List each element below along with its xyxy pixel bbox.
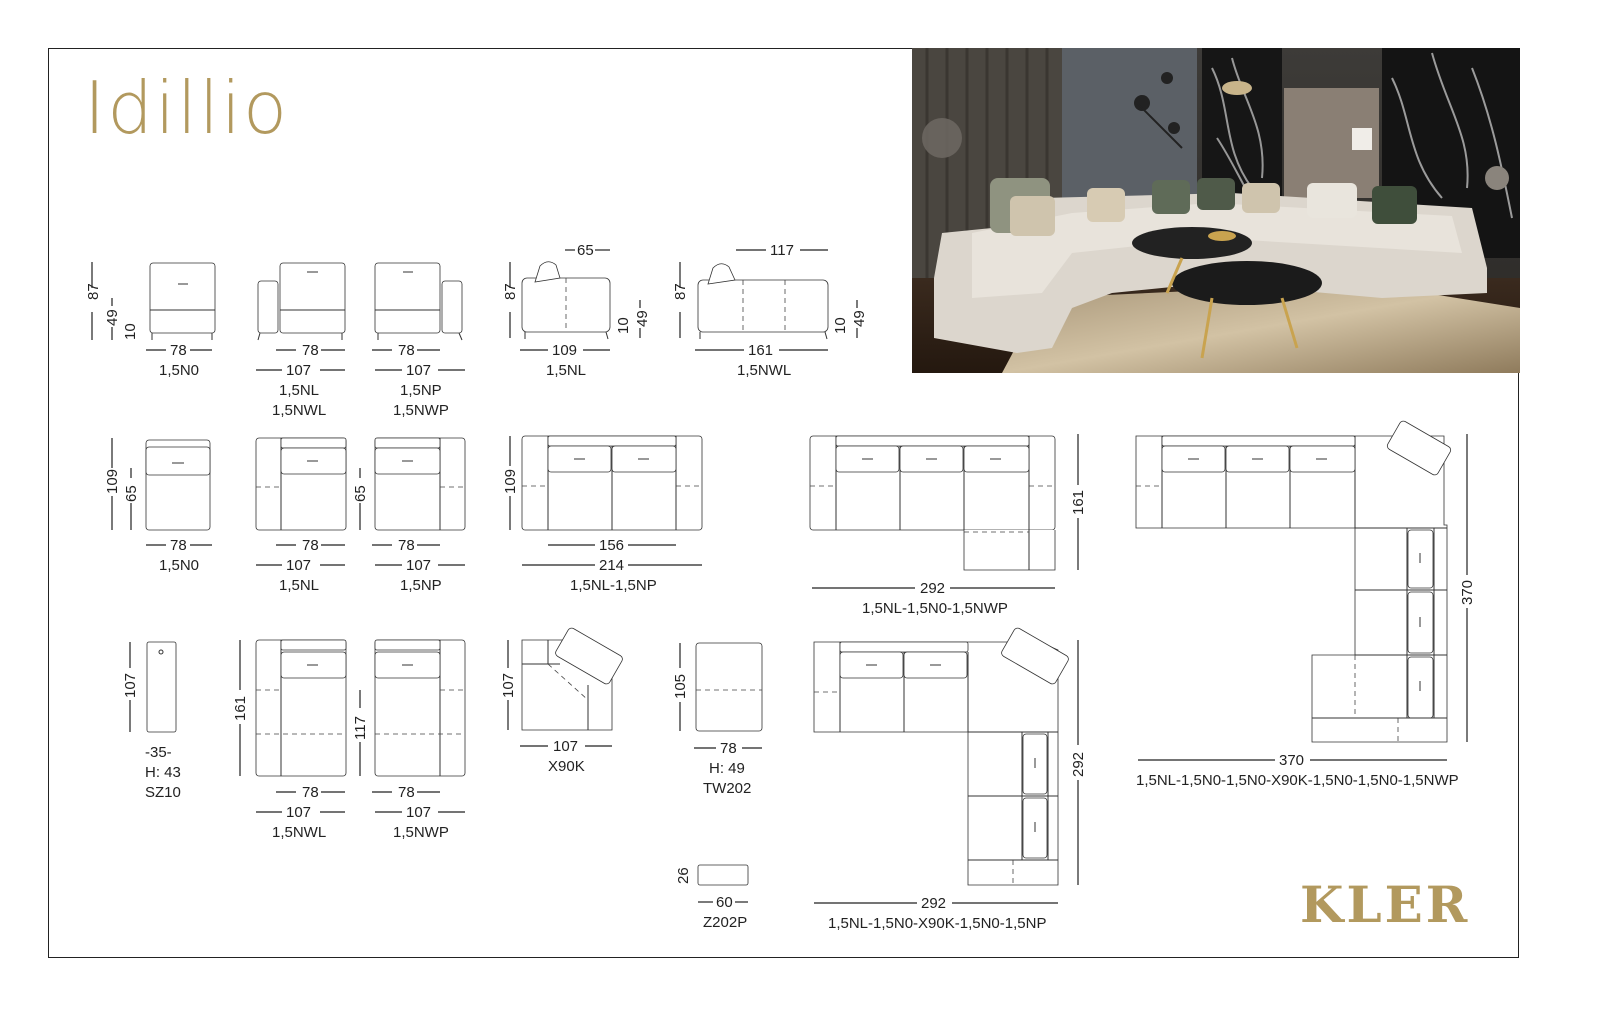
- module-1-5NP-top: [352, 438, 465, 594]
- module-1-5NWP-top: [352, 640, 465, 841]
- code-label: 1,5N0: [159, 557, 200, 574]
- dim-105: 105: [672, 673, 689, 699]
- module-X90K: [500, 627, 624, 775]
- height-label: H: 43: [145, 764, 181, 781]
- dim-292: 292: [921, 895, 947, 912]
- code-label: 1,5NWP: [393, 824, 449, 841]
- dim-60: 60: [716, 894, 733, 911]
- dim-49: 49: [851, 310, 868, 327]
- dim-78: 78: [170, 342, 187, 359]
- dim-65: 65: [123, 485, 140, 502]
- dim-78: 78: [398, 784, 415, 801]
- dim-107: 107: [406, 362, 432, 379]
- dim-107: 107: [500, 672, 517, 698]
- dim-78: 78: [302, 784, 319, 801]
- module-1-5N0-top: [104, 438, 212, 574]
- dim-109: 109: [502, 468, 519, 494]
- code-label: 1,5NL: [279, 382, 320, 399]
- dim-107: 107: [406, 804, 432, 821]
- dim-49: 49: [634, 310, 651, 327]
- dim-78: 78: [720, 740, 737, 757]
- dim-78: 78: [302, 342, 319, 359]
- code-label: X90K: [548, 758, 585, 775]
- collection-title: Idillio: [84, 66, 290, 150]
- dim-78: 78: [398, 537, 415, 554]
- dim-214: 214: [599, 557, 625, 574]
- code-label: 1,5NP: [400, 382, 442, 399]
- module-1-5NL-top: [256, 438, 346, 594]
- dim-117: 117: [352, 716, 369, 740]
- height-label: H: 49: [709, 760, 745, 777]
- module-1-5NL-1-5NP-top: [502, 436, 702, 594]
- code-label: 1,5N0: [159, 362, 200, 379]
- dim-78: 78: [398, 342, 415, 359]
- module-1-5NWL-side: [672, 242, 868, 379]
- module-Z202P: [675, 865, 748, 931]
- module-1-5NP-front: [372, 263, 465, 419]
- dim-49: 49: [104, 309, 121, 326]
- dim-10: 10: [122, 323, 139, 340]
- module-1-5N0-front: [85, 262, 215, 379]
- dim-78: 78: [170, 537, 187, 554]
- dim-161: 161: [748, 342, 774, 359]
- module-TW202: [672, 643, 762, 797]
- code-label: 1,5NL-1,5N0-1,5NWP: [862, 600, 1008, 617]
- dim-107: 107: [122, 672, 139, 698]
- dim-35: -35-: [145, 744, 172, 761]
- code-label: 1,5NWL: [272, 824, 327, 841]
- dim-107: 107: [553, 738, 579, 755]
- dim-87: 87: [85, 283, 102, 300]
- dim-292: 292: [920, 580, 946, 597]
- code-label: 1,5NL-1,5N0-1,5N0-X90K-1,5N0-1,5N0-1,5NWP: [1136, 772, 1459, 789]
- dim-10: 10: [832, 317, 849, 334]
- module-1-5NL-side: [502, 242, 651, 379]
- dim-65: 65: [352, 485, 369, 502]
- dim-117: 117: [770, 242, 794, 259]
- code-label: 1,5NWL: [737, 362, 792, 379]
- code-label: 1,5NWL: [272, 402, 327, 419]
- code-label: SZ10: [145, 784, 181, 801]
- dim-107: 107: [286, 557, 312, 574]
- combo-1-corner-chaise: [810, 434, 1087, 617]
- dim-161: 161: [1070, 489, 1087, 515]
- dim-161: 161: [232, 695, 249, 721]
- dim-109: 109: [552, 342, 578, 359]
- combo-3-u-shape: [1136, 420, 1476, 789]
- dim-107: 107: [406, 557, 432, 574]
- dim-78: 78: [302, 537, 319, 554]
- kler-logo: KLER: [1300, 875, 1471, 934]
- dim-292: 292: [1070, 751, 1087, 777]
- combo-2-l-shape: [814, 627, 1087, 932]
- code-label: TW202: [703, 780, 752, 797]
- dim-370: 370: [1279, 752, 1305, 769]
- dim-156: 156: [599, 537, 625, 554]
- module-SZ10: [122, 642, 181, 801]
- code-label: Z202P: [703, 914, 748, 931]
- dim-65: 65: [577, 242, 594, 259]
- dim-107: 107: [286, 804, 312, 821]
- dim-87: 87: [502, 283, 519, 300]
- dim-109: 109: [104, 468, 121, 494]
- code-label: 1,5NL: [546, 362, 587, 379]
- dim-10: 10: [615, 317, 632, 334]
- code-label: 1,5NL: [279, 577, 320, 594]
- module-1-5NL-front: [256, 263, 345, 419]
- module-1-5NWL-top: [232, 640, 346, 841]
- dim-107: 107: [286, 362, 312, 379]
- dim-87: 87: [672, 283, 689, 300]
- dim-26: 26: [675, 867, 692, 884]
- code-label: 1,5NL-1,5N0-X90K-1,5N0-1,5NP: [828, 915, 1047, 932]
- code-label: 1,5NL-1,5NP: [570, 577, 657, 594]
- dim-370: 370: [1459, 579, 1476, 605]
- code-label: 1,5NWP: [393, 402, 449, 419]
- code-label: 1,5NP: [400, 577, 442, 594]
